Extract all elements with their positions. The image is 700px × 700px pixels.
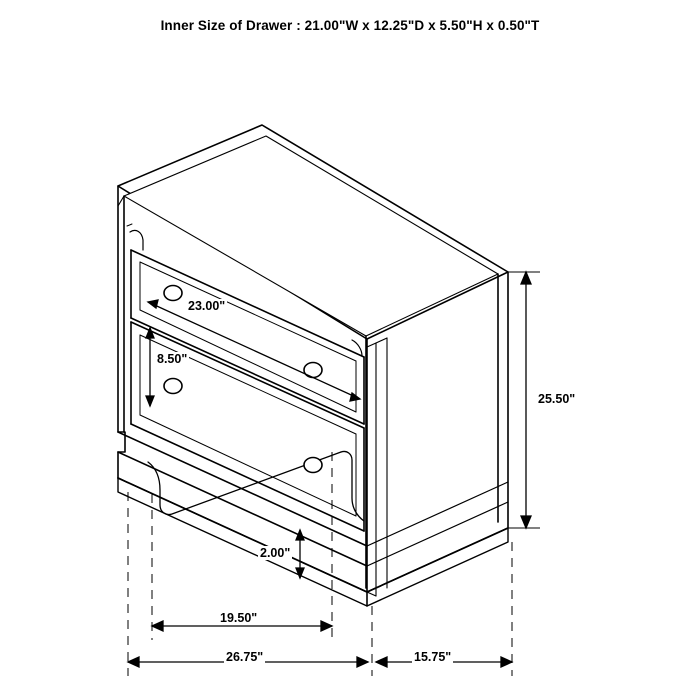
dim-label-1950: 19.50" xyxy=(220,611,258,625)
dim-label-850: 8.50" xyxy=(157,352,188,366)
dim-label-2550: 25.50" xyxy=(538,392,576,406)
dim-line-200 xyxy=(296,530,304,578)
page-title: Inner Size of Drawer : 21.00"W x 12.25"D x 5.50"H x 0.50"T xyxy=(160,18,540,33)
dim-label-2675: 26.75" xyxy=(226,650,264,664)
dim-line-850 xyxy=(146,328,154,406)
dim-label-200: 2.00" xyxy=(260,546,291,560)
dim-label-23: 23.00" xyxy=(188,299,226,313)
dim-label-1575: 15.75" xyxy=(414,650,452,664)
